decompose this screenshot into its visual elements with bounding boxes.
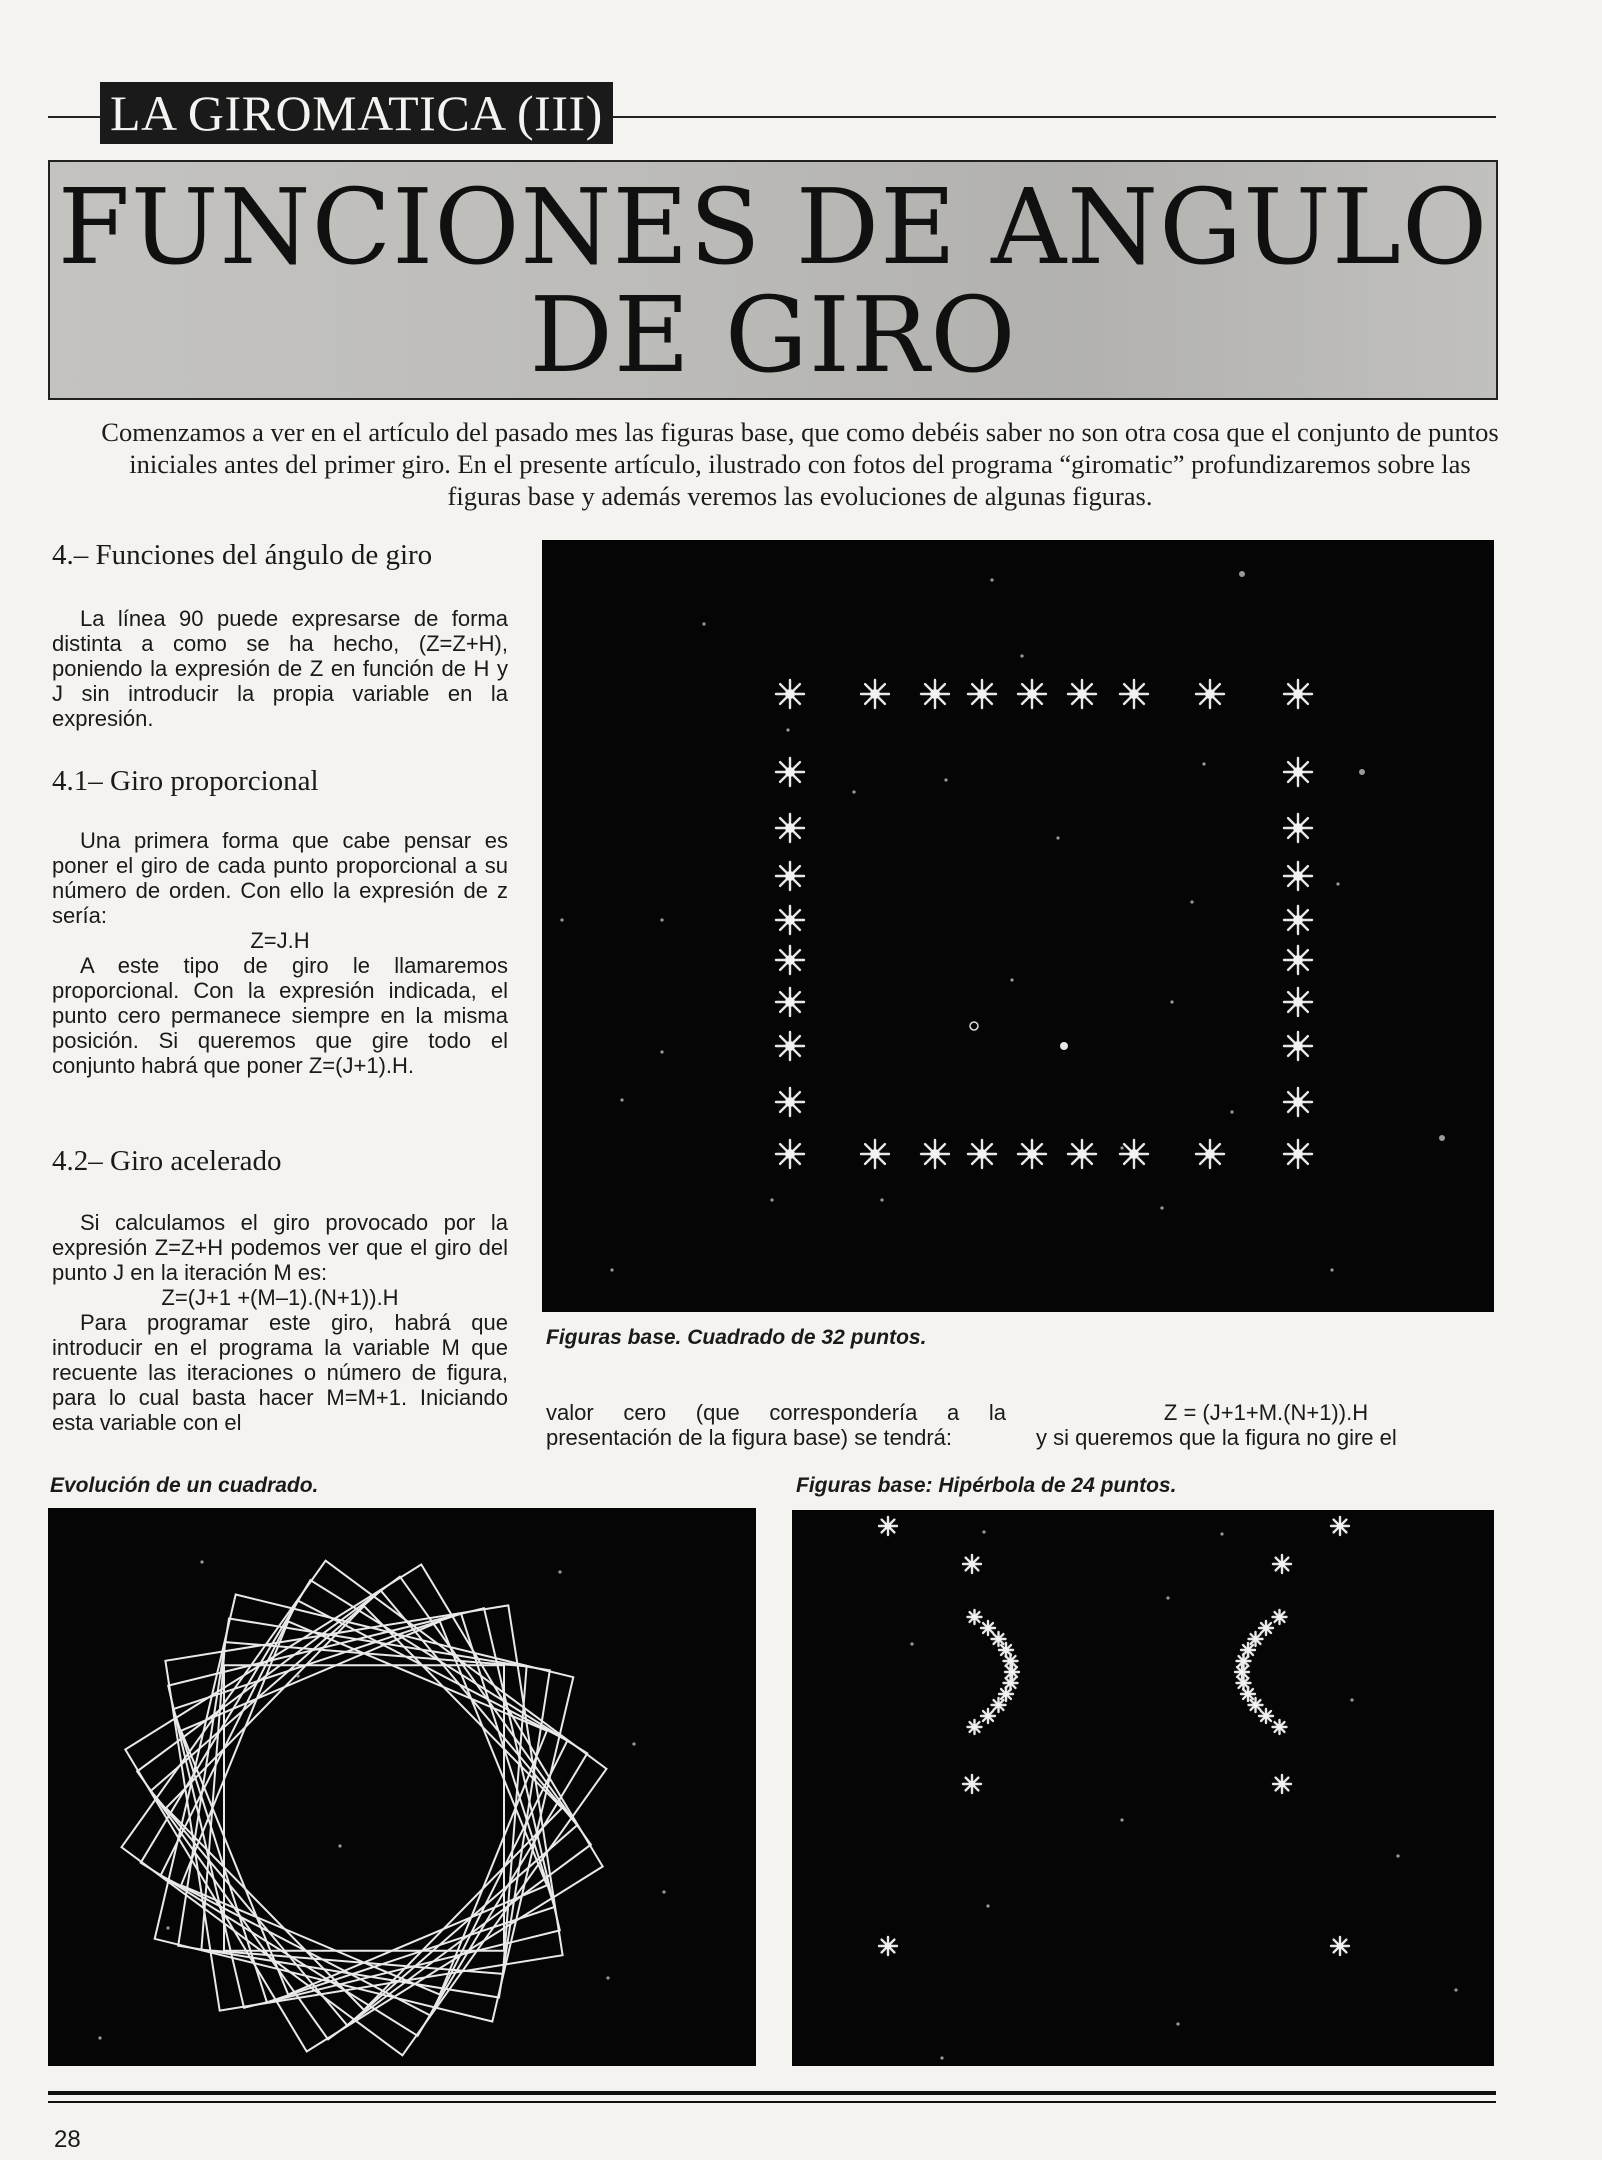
center-marker	[1060, 1042, 1068, 1050]
photo-evolution	[48, 1508, 756, 2066]
hyperbola-graphic	[792, 1510, 1494, 2066]
point-star	[776, 988, 804, 1016]
point-star	[1284, 862, 1312, 890]
speck	[1396, 1854, 1399, 1857]
speck	[632, 1742, 635, 1745]
point-star	[963, 1555, 981, 1573]
section-42-formula: Z=(J+1 +(M–1).(N+1)).H	[161, 1285, 399, 1310]
point-star	[1068, 1140, 1096, 1168]
speck	[982, 1530, 985, 1533]
section-42-text	[52, 1210, 508, 1435]
point-star	[1273, 1775, 1291, 1793]
bottom-rule	[48, 2091, 1496, 2095]
section-4-paragraph: La línea 90 puede expresarse de forma distinta a como se ha hecho, (Z=Z+H), poniendo la expresión de Z en función de H y J sin introducir la propia variable en la expresión.	[52, 606, 508, 731]
photo-square-figure	[542, 540, 1494, 1312]
square-outline	[201, 1642, 526, 1974]
point-star	[776, 1032, 804, 1060]
point-star	[968, 1610, 982, 1624]
point-star	[1284, 758, 1312, 786]
point-star	[776, 906, 804, 934]
point-star	[1331, 1937, 1349, 1955]
point-star	[1120, 1140, 1148, 1168]
speck	[1010, 978, 1013, 981]
point-star	[981, 1621, 995, 1635]
point-star	[776, 758, 804, 786]
point-star	[1196, 1140, 1224, 1168]
page-number: 28	[54, 2126, 81, 2153]
bottom-rule-thin	[48, 2101, 1496, 2103]
speck	[1239, 571, 1245, 577]
point-star	[1120, 680, 1148, 708]
point-star	[776, 680, 804, 708]
speck	[1020, 654, 1023, 657]
point-star	[879, 1517, 897, 1535]
speck	[1336, 882, 1339, 885]
square-outline	[224, 1665, 504, 1951]
speck	[986, 1904, 989, 1907]
speck	[910, 1642, 913, 1645]
point-star	[1005, 1665, 1019, 1679]
point-star	[879, 1937, 897, 1955]
speck	[1350, 1698, 1353, 1701]
point-star	[968, 1720, 982, 1734]
speck	[702, 622, 705, 625]
section-4-text	[52, 606, 508, 731]
point-star	[1284, 814, 1312, 842]
point-star	[1235, 1665, 1249, 1679]
point-star	[981, 1709, 995, 1723]
speck	[990, 578, 993, 581]
section-41-heading: 4.1– Giro proporcional	[52, 765, 319, 797]
speck	[940, 2056, 943, 2059]
point-star	[1259, 1709, 1273, 1723]
point-star	[1284, 1088, 1312, 1116]
speck	[770, 1198, 773, 1201]
point-star	[776, 1140, 804, 1168]
point-star	[1273, 1555, 1291, 1573]
point-star	[1018, 680, 1046, 708]
speck	[620, 1098, 623, 1101]
point-star	[776, 946, 804, 974]
speck	[558, 1570, 561, 1573]
speck	[662, 1890, 665, 1893]
speck	[296, 1674, 299, 1677]
point-star	[1249, 1698, 1263, 1712]
caption-square: Figuras base. Cuadrado de 32 puntos.	[546, 1326, 927, 1349]
speck	[1439, 1135, 1445, 1141]
speck	[1170, 1000, 1173, 1003]
point-star	[1284, 680, 1312, 708]
speck	[606, 1976, 609, 1979]
point-star	[1284, 946, 1312, 974]
point-star	[1018, 1140, 1046, 1168]
point-star	[1284, 906, 1312, 934]
right-formula: Z = (J+1+M.(N+1)).H	[1163, 1400, 1369, 1425]
point-star	[968, 1140, 996, 1168]
point-star	[1273, 1610, 1287, 1624]
section-4-heading: 4.– Funciones del ángulo de giro	[52, 539, 433, 571]
series-tag: LA GIROMATICA (III)	[100, 82, 613, 144]
caption-evolution: Evolución de un cuadrado.	[50, 1474, 319, 1497]
point-star	[861, 1140, 889, 1168]
point-star	[1259, 1621, 1273, 1635]
title-line-2: DE GIRO	[529, 274, 1017, 396]
speck	[1330, 1268, 1333, 1271]
middle-text	[546, 1400, 1006, 1450]
point-star	[1004, 1654, 1018, 1668]
section-41-paragraph-2: A este tipo de giro le llamaremos proporcional. Con la expresión indicada, el punto cero permanece siempre en la misma posición. Si queremos que gire todo el conjunto habrá que poner Z=(J+1).H.	[52, 953, 508, 1078]
evolution-graphic	[48, 1508, 756, 2066]
point-star	[963, 1775, 981, 1793]
square-outline	[181, 1621, 547, 1994]
section-41-text	[52, 828, 508, 1078]
speck	[1359, 769, 1365, 775]
point-star	[776, 1088, 804, 1116]
point-star	[921, 680, 949, 708]
rotated-squares	[122, 1561, 607, 2056]
speck	[660, 1050, 663, 1053]
square-outline	[178, 1619, 550, 1998]
right-paragraph: y si queremos que la figura no gire el	[1036, 1425, 1397, 1450]
speck	[1120, 1818, 1123, 1821]
speck	[1202, 762, 1205, 765]
speck	[1176, 2022, 1179, 2025]
speck	[1220, 1532, 1223, 1535]
point-star	[1284, 1032, 1312, 1060]
speck	[610, 1268, 613, 1271]
point-star	[776, 862, 804, 890]
point-star	[1237, 1654, 1251, 1668]
point-star	[1284, 1140, 1312, 1168]
speck	[1454, 1988, 1457, 1991]
speck	[660, 918, 663, 921]
speck	[200, 1560, 203, 1563]
speck	[1166, 1596, 1169, 1599]
speck	[98, 2036, 101, 2039]
title-line-1: FUNCIONES DE ANGULO	[57, 166, 1489, 288]
point-star	[992, 1632, 1006, 1646]
square-outline	[168, 1608, 560, 2008]
section-41-paragraph-1: Una primera forma que cabe pensar es poner el giro de cada punto proporcional a su número de orden. Con ello la expresión de z sería:	[52, 828, 508, 928]
point-star	[1273, 1720, 1287, 1734]
middle-paragraph: valor cero (que correspondería a la presentación de la figura base) se tendrá:	[546, 1400, 1006, 1450]
square-outline	[174, 1614, 555, 2003]
speck	[1120, 1146, 1123, 1149]
speck	[1056, 836, 1059, 839]
section-41-formula: Z=J.H	[250, 928, 310, 953]
speck	[852, 790, 855, 793]
square-figure-graphic	[542, 540, 1494, 1312]
speck	[1160, 1206, 1163, 1209]
photo-hyperbola	[792, 1510, 1494, 2066]
point-star	[992, 1698, 1006, 1712]
speck	[786, 728, 789, 731]
speck	[880, 1198, 883, 1201]
speck	[560, 918, 563, 921]
point-star	[776, 814, 804, 842]
point-star	[968, 680, 996, 708]
point-star	[1331, 1517, 1349, 1535]
point-star	[1196, 680, 1224, 708]
square-outline	[141, 1580, 588, 2036]
point-star	[1284, 988, 1312, 1016]
point-star	[861, 680, 889, 708]
square-outline	[166, 1606, 562, 2010]
right-text	[1036, 1400, 1496, 1450]
speck	[1230, 1110, 1233, 1113]
point-star	[1068, 680, 1096, 708]
square-outline	[155, 1595, 574, 2022]
lead-paragraph: Comenzamos a ver en el artículo del pasado mes las figuras base, que como debéis saber no son otra cosa que el conjunto de puntos iniciales antes del primer giro. En el presente artículo, ilustrado con fotos del programa “giromatic” profundizaremos sobre las figuras base y además veremos las evoluciones de algunas figuras.	[101, 417, 1499, 511]
point-star	[1249, 1632, 1263, 1646]
speck	[166, 1926, 169, 1929]
speck	[338, 1844, 341, 1847]
caption-hyperbola: Figuras base: Hipérbola de 24 puntos.	[796, 1474, 1177, 1497]
speck	[944, 778, 947, 781]
section-42-paragraph-2: Para programar este giro, habrá que introducir en el programa la variable M que recuente las iteraciones o número de figura, para lo cual basta hacer M=M+1. Iniciando esta variable con el	[52, 1310, 508, 1435]
point-star	[921, 1140, 949, 1168]
section-42-heading: 4.2– Giro acelerado	[52, 1145, 282, 1177]
square-outline	[181, 1621, 547, 1994]
square-outline	[151, 1591, 577, 2026]
speck	[1190, 900, 1193, 903]
section-42-paragraph-1: Si calculamos el giro provocado por la expresión Z=Z+H podemos ver que el giro del punto J en la iteración M es:	[52, 1210, 508, 1285]
point-star	[1241, 1687, 1255, 1701]
origin-marker	[970, 1022, 978, 1030]
point-star	[999, 1687, 1013, 1701]
